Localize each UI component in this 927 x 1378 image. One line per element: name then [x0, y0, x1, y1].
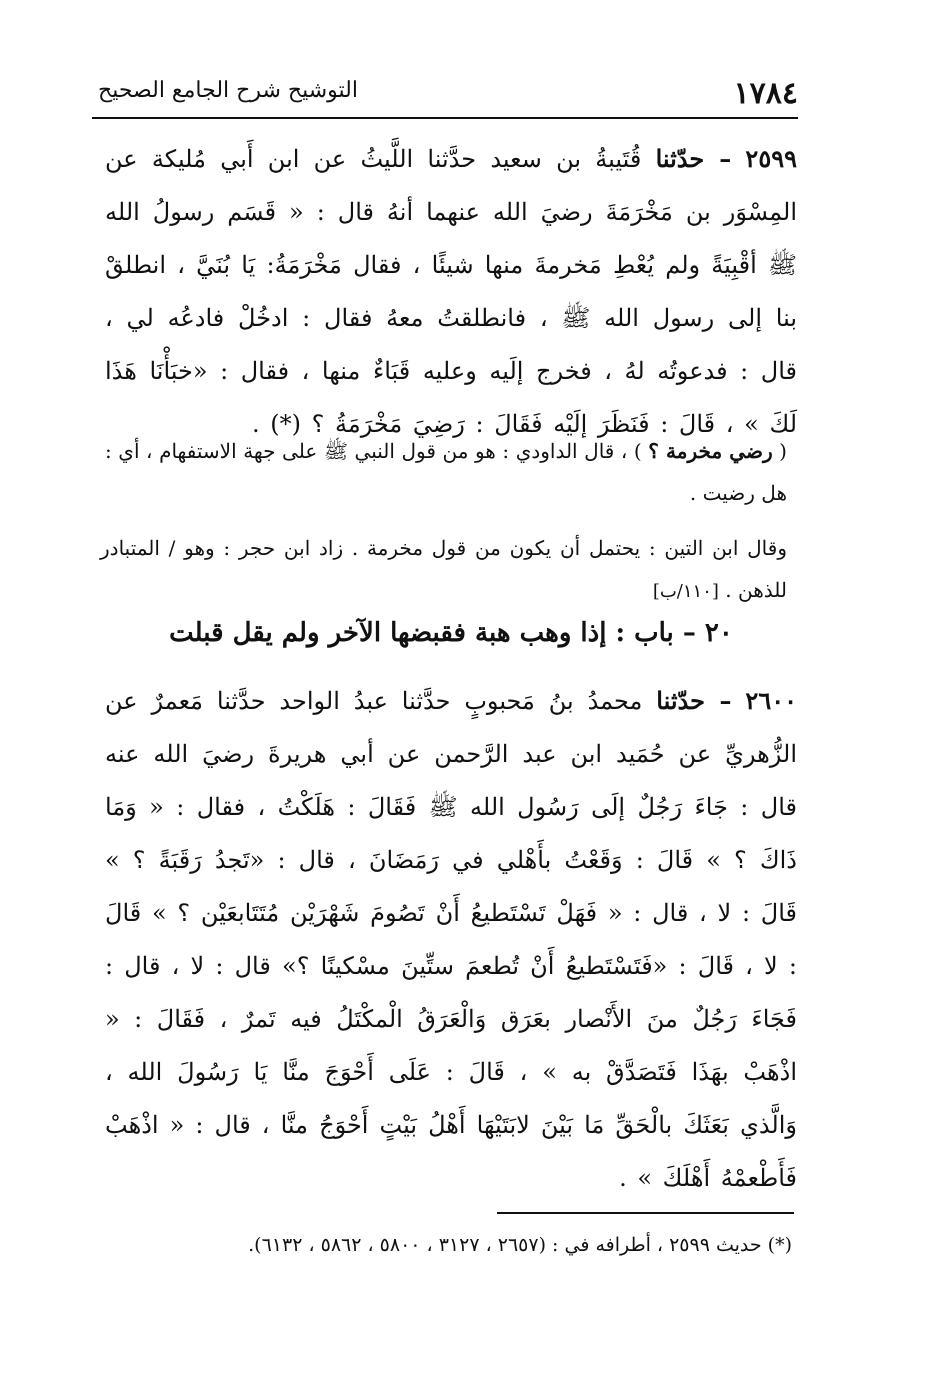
book-title: التوشيح شرح الجامع الصحيح	[98, 78, 358, 103]
commentary-text: وقال ابن التين : يحتمل أن يكون من قول مخرمة . زاد ابن حجر : وهو / المتبادر للذهن .	[100, 536, 787, 602]
commentary-quote: رضي مخرمة ؟	[648, 439, 773, 463]
chapter-heading: ٢٠ – باب : إذا وهب هبة فقبضها الآخر ولم يقل قبلت	[169, 618, 733, 648]
footnote-divider	[497, 1212, 794, 1214]
footnote: (*) حديث ٢٥٩٩ ، أطرافه في : (٢٦٥٧ ، ٣١٢٧ ، ٥٨٠٠ ، ٥٨٦٢ ، ٦١٣٢).	[248, 1234, 792, 1256]
header-divider	[92, 117, 798, 119]
hadith-2599	[105, 132, 797, 451]
commentary-text: ) ، قال الداودي : هو من قول النبي ﷺ على جهة الاستفهام ، أي : هل رضيت .	[105, 439, 787, 505]
commentary-ibn-tin	[100, 527, 787, 613]
commentary-daudi	[105, 430, 787, 514]
hadith-text: قُتَيبةُ بن سعيد حدَّثنا اللَّيثُ عن ابن أَبي مُليكة عن المِسْوَر بن مَخْرَمَةَ رضيَ الله عنهما أنهُ قال : « قَسَم رسولُ الله ﷺ أقْبِيَةً ولم يُعْطِ مَخرمةَ منها شيئًا ، فقال مَخْرَمَةُ: يَا بُنَيَّ ، انطلقْ بنا إلى رسول الله ﷺ ، فانطلقتُ معهُ فقال : ادخُلْ فادعُه لي ، قال : فدعوتُه لهُ ، فخرج إلَيه وعليه قَبَاءٌ منها ، فقال : «خبَأْنَا هَذَا لَكَ » ، قَالَ : فَنَظَرَ إلَيْه فَقَالَ : رَضِيَ مَخْرَمَةُ ؟ (*) .	[105, 145, 797, 438]
page-number: ١٧٨٤	[733, 76, 798, 111]
page-header	[92, 72, 798, 112]
hadith-number: ٢٦٠٠	[745, 686, 797, 715]
hadith-text: محمدُ بنُ مَحبوبٍ حدَّثنا عبدُ الواحد حدَّثنا مَعمرٌ عن الزُّهريِّ عن حُمَيد ابن عبد الرَّحمن عن أبي هريرةَ رضيَ الله عنه قال : جَاءَ رَجُلٌ إلَى رَسُول الله ﷺ فَقَالَ : هَلَكْتُ ، فقال : « وَمَا ذَاكَ ؟ » قَالَ : وَقَعْتُ بأَهْلي في رَمَضَانَ ، قال : «تَجدُ رَقَبَةً ؟ » قَالَ : لا ، قال : « فَهَلْ تَسْتَطيعُ أَنْ تَصُومَ شَهْرَيْن مُتَتَابعَيْن ؟ » قَالَ : لا ، قَالَ : «فَتَسْتَطيعُ أَنْ تُطعمَ ستِّينَ مسْكينًا ؟» قال : لا ، قال : فَجَاءَ رَجُلٌ منَ الأَنْصار بعَرَق وَالْعَرَقُ الْمكْتَلُ فيه تَمرٌ ، فَقَالَ : « اذْهَبْ بهَذَا فَتَصَدَّقْ به » ، قَالَ : عَلَى أَحْوَجَ منَّا يَا رَسُولَ الله ، وَالَّذي بَعَثَكَ بالْحَقِّ مَا بَيْنَ لابَتَيْهَا أَهْلُ بَيْتٍ أَحْوَجُ منَّا ، قال : « اذْهَبْ فَأَطْعمْهُ أَهْلَكَ » .	[105, 687, 797, 1192]
hadith-2600	[105, 674, 797, 1205]
commentary-open: (	[772, 439, 787, 463]
hadith-lead: – حدّثنا	[656, 686, 732, 715]
manuscript-folio-marker: [١١٠/ب]	[652, 581, 719, 602]
hadith-number: ٢٥٩٩	[745, 144, 797, 173]
hadith-lead: – حدّثنا	[655, 144, 732, 173]
